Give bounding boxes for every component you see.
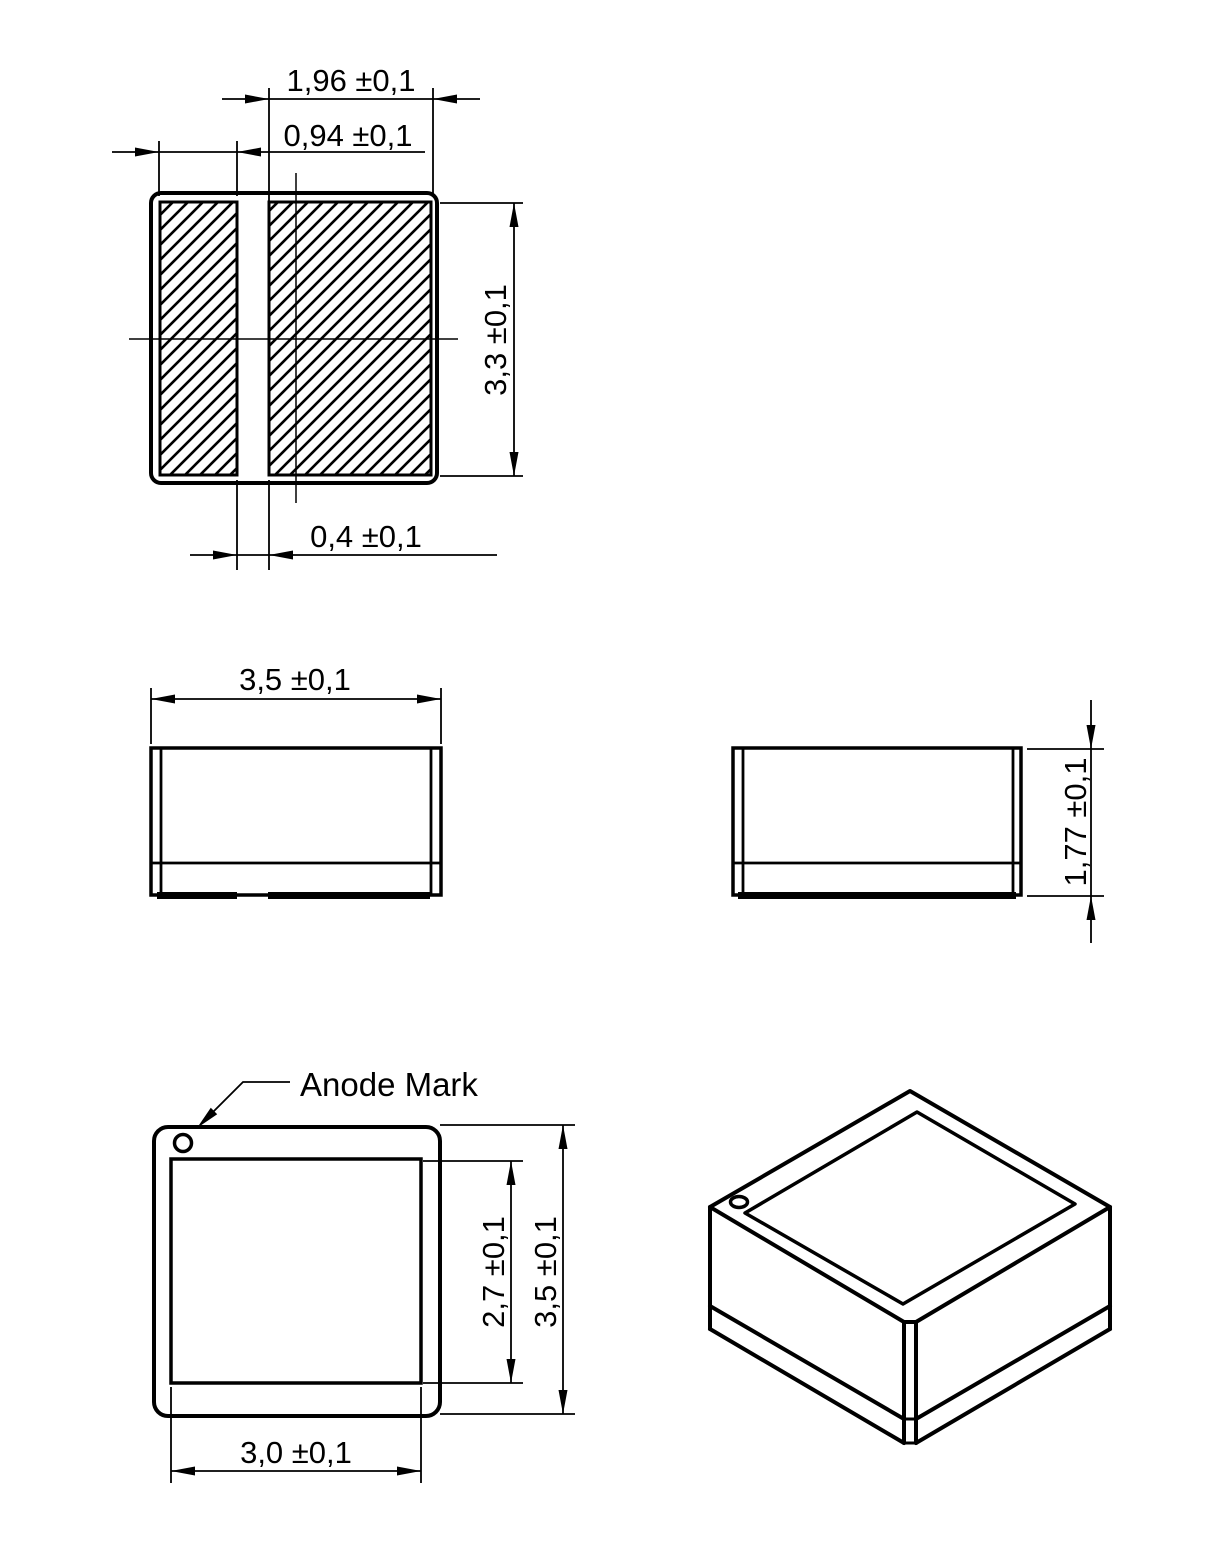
arrowhead — [135, 148, 159, 157]
arrowhead — [171, 1467, 195, 1476]
arrowhead — [510, 203, 519, 227]
dimension-label: 1,96 ±0,1 — [286, 63, 416, 98]
dimension-label: 1,77 ±0,1 — [1058, 757, 1093, 887]
dimension-label: 3,5 ±0,1 — [239, 662, 351, 697]
dimension-label: 3,3 ±0,1 — [478, 284, 513, 396]
leader-line — [201, 1082, 290, 1124]
iso-base-parting-line-right — [916, 1306, 1110, 1419]
iso-base-parting-line-left — [710, 1306, 904, 1419]
isometric-view — [710, 1091, 1110, 1443]
right-pad-edge — [268, 892, 430, 899]
body-outline — [733, 748, 1021, 895]
anode-mark-circle — [175, 1135, 192, 1152]
iso-bottom-edge-right — [916, 1329, 1110, 1443]
anode-mark-callout — [197, 1066, 478, 1128]
iso-top-face — [710, 1091, 1110, 1322]
dimension-label: 3,0 ±0,1 — [240, 1435, 352, 1470]
left-pad-edge — [157, 892, 237, 899]
arrowhead — [397, 1467, 421, 1476]
iso-anode-mark — [731, 1197, 748, 1208]
body-outline — [154, 1127, 440, 1416]
arrowhead — [151, 695, 175, 704]
arrowhead — [559, 1390, 568, 1414]
dimension-pad-gap — [190, 480, 497, 570]
arrowhead — [269, 551, 293, 560]
arrowhead — [1087, 896, 1096, 920]
top-view — [154, 1066, 575, 1483]
iso-bottom-edge-left — [710, 1329, 904, 1443]
pad-layout-view — [112, 63, 523, 570]
pad-edge — [738, 892, 1016, 899]
arrowhead — [510, 452, 519, 476]
arrowhead — [559, 1125, 568, 1149]
arrowhead — [1087, 725, 1096, 749]
arrowhead — [507, 1359, 516, 1383]
dimension-body-height — [1027, 700, 1104, 943]
arrowhead — [245, 95, 269, 104]
body-outline — [151, 748, 441, 895]
dimension-window-width — [171, 1387, 421, 1483]
iso-emitting-window — [745, 1112, 1075, 1304]
dimension-body-width — [151, 662, 441, 744]
dimension-label: 0,4 ±0,1 — [310, 519, 422, 554]
arrowhead — [417, 695, 441, 704]
dimension-label: 2,7 ±0,1 — [476, 1216, 511, 1328]
emitting-window — [171, 1159, 421, 1383]
arrowhead — [433, 95, 457, 104]
front-side-view — [151, 662, 441, 899]
arrowhead — [213, 551, 237, 560]
arrowhead — [237, 148, 261, 157]
anode-mark-label: Anode Mark — [300, 1066, 478, 1103]
arrowhead — [507, 1161, 516, 1185]
right-side-view — [733, 700, 1104, 943]
dimension-label: 0,94 ±0,1 — [283, 118, 413, 153]
dimension-label: 3,5 ±0,1 — [528, 1216, 563, 1328]
